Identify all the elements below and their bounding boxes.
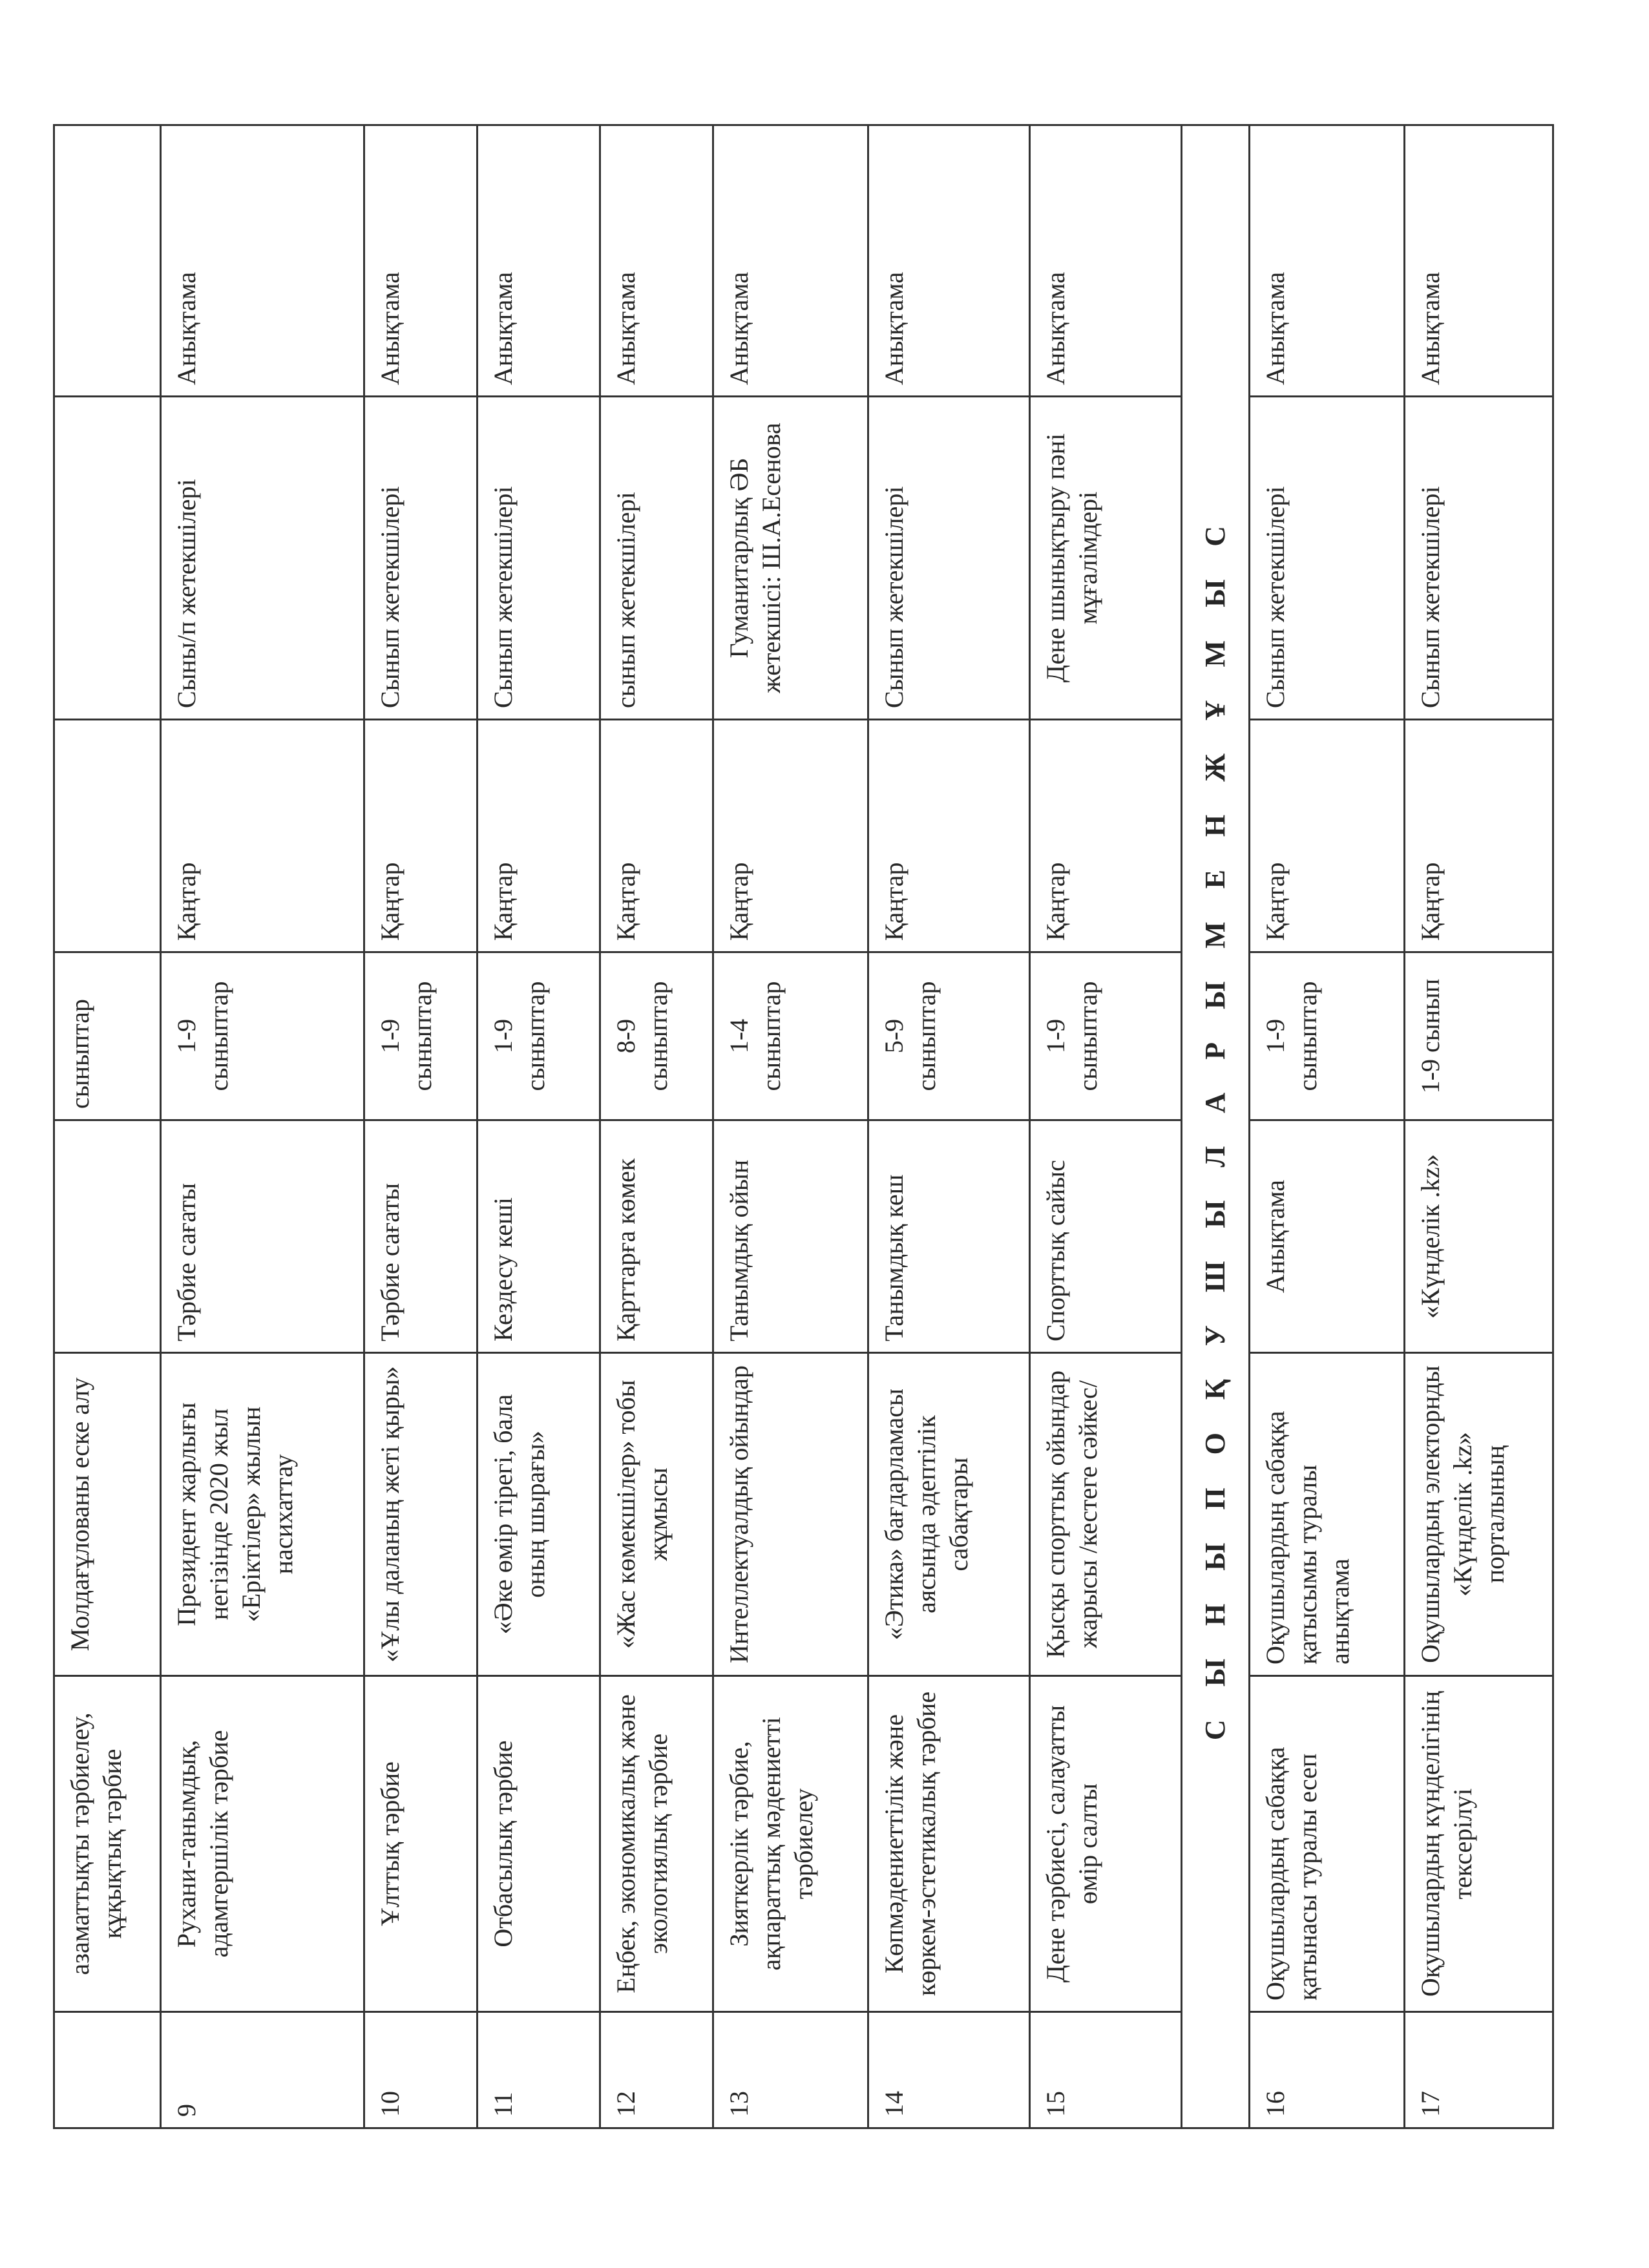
result-cell	[54, 125, 161, 397]
table-row	[54, 125, 161, 2128]
date-cell: Қаңтар	[1250, 720, 1405, 952]
responsible-cell: Сыны/п жетекшілері	[161, 397, 364, 720]
result-cell: Анықтама	[161, 125, 364, 397]
row-number: 14	[868, 2012, 1030, 2128]
date-cell: Қаңтар	[868, 720, 1030, 952]
responsible-cell: Сынып жетекшілері	[1250, 397, 1405, 720]
content-cell: Қысқы спорттық ойындар жарысы /кестеге сәйкес/	[1030, 1353, 1182, 1676]
row-number: 10	[364, 2012, 478, 2128]
direction-cell: Отбасылық тәрбие	[478, 1676, 600, 2012]
date-cell: Қаңтар	[1030, 720, 1182, 952]
audience-cell: сыныптар	[54, 952, 161, 1120]
date-cell: Қаңтар	[713, 720, 868, 952]
content-cell: «Ұлы даланың жеті қыры»	[364, 1353, 478, 1676]
responsible-cell	[54, 397, 161, 720]
form-cell: Қарттарға көмек	[600, 1120, 713, 1353]
table-row	[364, 125, 478, 2128]
form-cell: «Күнделік .kz»	[1405, 1120, 1553, 1353]
audience-cell: 1-9 сыныптар	[161, 952, 364, 1120]
date-cell: Қаңтар	[1405, 720, 1553, 952]
audience-cell: 1-9 сыныптар	[1030, 952, 1182, 1120]
row-number: 11	[478, 2012, 600, 2128]
responsible-cell: Сынып жетекшілері	[868, 397, 1030, 720]
audience-cell: 1-9 сыныптар	[478, 952, 600, 1120]
result-cell: Анықтама	[713, 125, 868, 397]
form-cell: Тәрбие сағаты	[161, 1120, 364, 1353]
date-cell: Қаңтар	[600, 720, 713, 952]
date-cell	[54, 720, 161, 952]
result-cell: Анықтама	[1405, 125, 1553, 397]
responsible-cell: Гуманитарлық ӘБ жетекшісі: Ш.А.Есенова	[713, 397, 868, 720]
result-cell: Анықтама	[478, 125, 600, 397]
content-cell: Молдағұлованы еске алу	[54, 1353, 161, 1676]
table-row	[1030, 125, 1182, 2128]
content-cell: «Жас көмекшілер» тобы жұмысы	[600, 1353, 713, 1676]
form-cell: Танымдық ойын	[713, 1120, 868, 1353]
direction-cell: Ұлттық тәрбие	[364, 1676, 478, 2012]
result-cell: Анықтама	[600, 125, 713, 397]
row-number: 15	[1030, 2012, 1182, 2128]
row-number: 16	[1250, 2012, 1405, 2128]
form-cell: Кездесу кеші	[478, 1120, 600, 1353]
row-number: 13	[713, 2012, 868, 2128]
audience-cell: 1-4 сыныптар	[713, 952, 868, 1120]
section-row	[1182, 125, 1250, 2128]
table-row	[713, 125, 868, 2128]
content-cell: Оқушылардың электорнды «Күнделік .kz» порталының	[1405, 1353, 1553, 1676]
table-row	[478, 125, 600, 2128]
audience-cell: 5-9 сыныптар	[868, 952, 1030, 1120]
direction-cell: азаматтықты тәрбиелеу, құқықтық тәрбие	[54, 1676, 161, 2012]
responsible-cell: Дене шынықтыру пәні мұғалімдері	[1030, 397, 1182, 720]
table-row	[1405, 125, 1553, 2128]
audience-cell: 1-9 сынып	[1405, 952, 1553, 1120]
direction-cell: Көпмәдениеттілік және көркем-эстетикалық тәрбие	[868, 1676, 1030, 2012]
form-cell: Тәрбие сағаты	[364, 1120, 478, 1353]
form-cell: Анықтама	[1250, 1120, 1405, 1353]
row-number	[54, 2012, 161, 2128]
content-cell: «Этика» бағдарламасы аясында әдептілік сабақтары	[868, 1353, 1030, 1676]
content-cell: Президент жарлығы негізінде 2020 жыл «Еріктілер» жылын насихаттау	[161, 1353, 364, 1676]
table-row	[1250, 125, 1405, 2128]
rotated-page	[53, 126, 1552, 2129]
plan-table	[53, 124, 1554, 2129]
content-cell: Оқушылардың сабаққа қатысымы туралы анықтама	[1250, 1353, 1405, 1676]
responsible-cell: Сынып жетекшілері	[1405, 397, 1553, 720]
audience-cell: 1-9 сыныптар	[1250, 952, 1405, 1120]
direction-cell: Оқушылардың күнделігінің тексерілуі	[1405, 1676, 1553, 2012]
form-cell: Спорттық сайыс	[1030, 1120, 1182, 1353]
result-cell: Анықтама	[364, 125, 478, 397]
direction-cell: Рухани-танымдық, адамгершілік тәрбие	[161, 1676, 364, 2012]
responsible-cell: Сынып жетекшілері	[478, 397, 600, 720]
section-title: С Ы Н Ы П О Қ У Ш Ы Л А Р Ы М Е Н Ж Ұ М Ы С	[1182, 125, 1250, 2128]
responsible-cell: Сынып жетекшілері	[364, 397, 478, 720]
date-cell: Қаңтар	[161, 720, 364, 952]
row-number: 17	[1405, 2012, 1553, 2128]
content-cell: Интеллектуалдық ойындар	[713, 1353, 868, 1676]
row-number: 9	[161, 2012, 364, 2128]
responsible-cell: сынып жетекшілері	[600, 397, 713, 720]
form-cell: Танымдық кеш	[868, 1120, 1030, 1353]
result-cell: Анықтама	[1250, 125, 1405, 397]
audience-cell: 8-9 сыныптар	[600, 952, 713, 1120]
table-body	[54, 125, 1553, 2128]
direction-cell: Зияткерлік тәрбие, ақпараттық мәдениетті тәрбиелеу	[713, 1676, 868, 2012]
date-cell: Қаңтар	[478, 720, 600, 952]
result-cell: Анықтама	[868, 125, 1030, 397]
table-row	[868, 125, 1030, 2128]
table-row	[161, 125, 364, 2128]
result-cell: Анықтама	[1030, 125, 1182, 397]
content-cell: «Әке өмір тірегі, бала оның шырағы»	[478, 1353, 600, 1676]
row-number: 12	[600, 2012, 713, 2128]
table-row	[600, 125, 713, 2128]
direction-cell: Оқушылардың сабаққа қатынасы туралы есеп	[1250, 1676, 1405, 2012]
audience-cell: 1-9 сыныптар	[364, 952, 478, 1120]
form-cell	[54, 1120, 161, 1353]
date-cell: Қаңтар	[364, 720, 478, 952]
direction-cell: Еңбек, экономикалық және экологиялық тәрбие	[600, 1676, 713, 2012]
direction-cell: Дене тәрбиесі, салауатты өмір салты	[1030, 1676, 1182, 2012]
